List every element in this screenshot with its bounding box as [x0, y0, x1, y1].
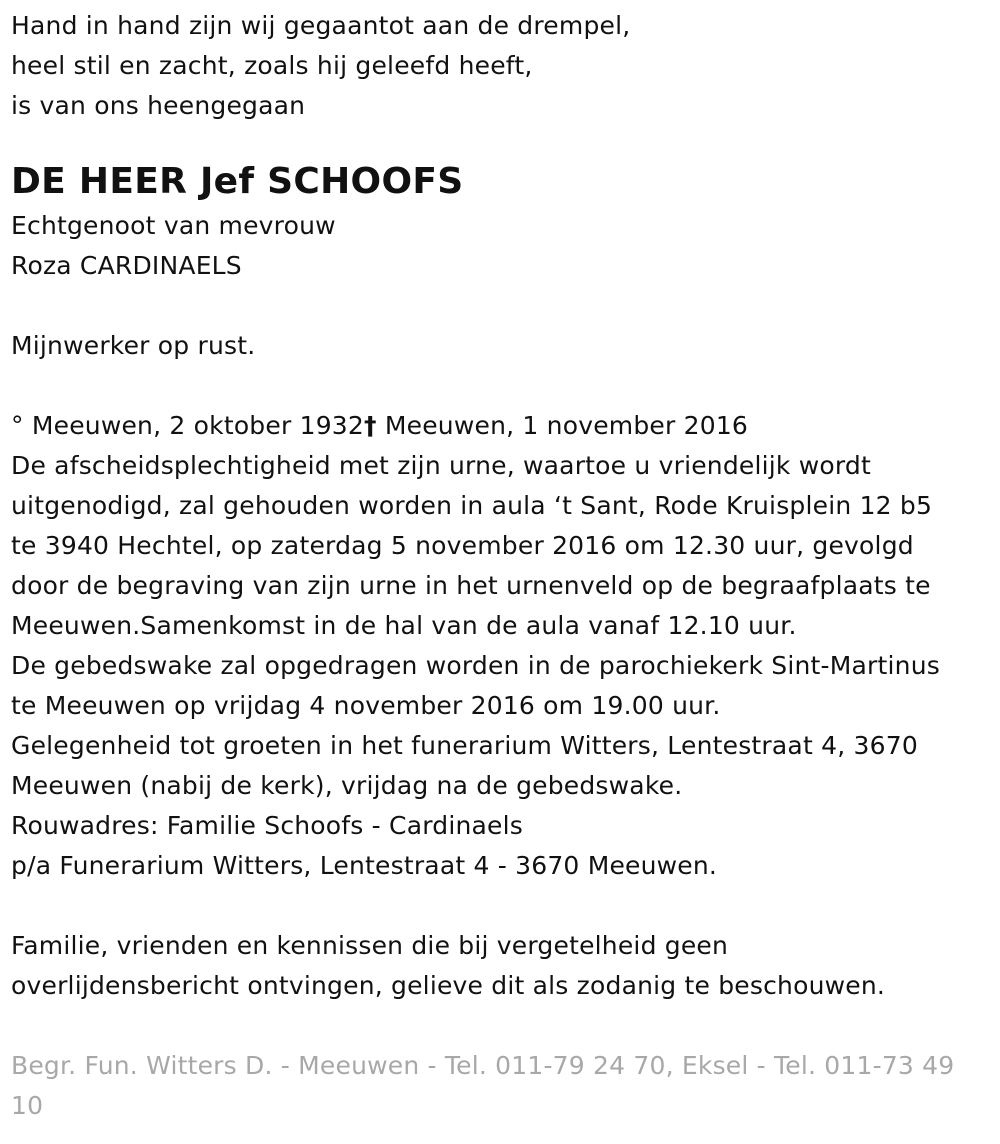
- closing-line: Familie, vrienden en kennissen die bij vergetelheid geen: [11, 931, 729, 960]
- body-line: te Meeuwen op vrijdag 4 november 2016 om 19.00 uur.: [11, 691, 721, 720]
- poem-line: is van ons heengegaan: [11, 91, 306, 120]
- body-line: De afscheidsplechtigheid met zijn urne, waartoe u vriendelijk wordt: [11, 451, 872, 480]
- spacer: [11, 886, 991, 926]
- funeral-home-footer: Begr. Fun. Witters D. - Meeuwen - Tel. 011-79 24 70, Eksel - Tel. 011-73 49 10: [11, 1051, 955, 1120]
- spouse-info: [11, 206, 991, 286]
- closing-line: overlijdensbericht ontvingen, gelieve dit als zodanig te beschouwen.: [11, 971, 886, 1000]
- deceased-name: DE HEER Jef SCHOOFS: [11, 161, 464, 202]
- poem: [11, 6, 991, 126]
- spacer: [11, 366, 991, 406]
- spouse-line: Echtgenoot van mevrouw: [11, 211, 336, 240]
- death-date: Meeuwen, 1 november 2016: [376, 411, 749, 440]
- closing-note: [11, 926, 991, 1006]
- spouse-line: Roza CARDINAELS: [11, 251, 242, 280]
- poem-line: Hand in hand zijn wij gegaantot aan de drempel,: [11, 11, 631, 40]
- occupation: Mijnwerker op rust.: [11, 331, 256, 360]
- body-line: De gebedswake zal opgedragen worden in de parochiekerk Sint-Martinus: [11, 651, 940, 680]
- body-line: Meeuwen (nabij de kerk), vrijdag na de gebedswake.: [11, 771, 683, 800]
- spacer: [11, 286, 991, 326]
- body-line: Gelegenheid tot groeten in het funerarium Witters, Lentestraat 4, 3670: [11, 731, 918, 760]
- birth-date: ° Meeuwen, 2 oktober 1932: [11, 411, 365, 440]
- body-line: uitgenodigd, zal gehouden worden in aula ‘t Sant, Rode Kruisplein 12 b5: [11, 491, 933, 520]
- body-line: Meeuwen.Samenkomst in de hal van de aula vanaf 12.10 uur.: [11, 611, 797, 640]
- body-line: Rouwadres: Familie Schoofs - Cardinaels: [11, 811, 523, 840]
- cross-icon: †: [364, 411, 377, 440]
- obituary: [11, 6, 991, 1126]
- poem-line: heel stil en zacht, zoals hij geleefd heeft,: [11, 51, 533, 80]
- life-dates: [11, 406, 991, 446]
- spacer: [11, 126, 991, 156]
- body-line: door de begraving van zijn urne in het urnenveld op de begraafplaats te: [11, 571, 931, 600]
- body-line: p/a Funerarium Witters, Lentestraat 4 - 3670 Meeuwen.: [11, 851, 718, 880]
- ceremony-details: [11, 446, 991, 886]
- spacer: [11, 1006, 991, 1046]
- body-line: te 3940 Hechtel, op zaterdag 5 november 2016 om 12.30 uur, gevolgd: [11, 531, 914, 560]
